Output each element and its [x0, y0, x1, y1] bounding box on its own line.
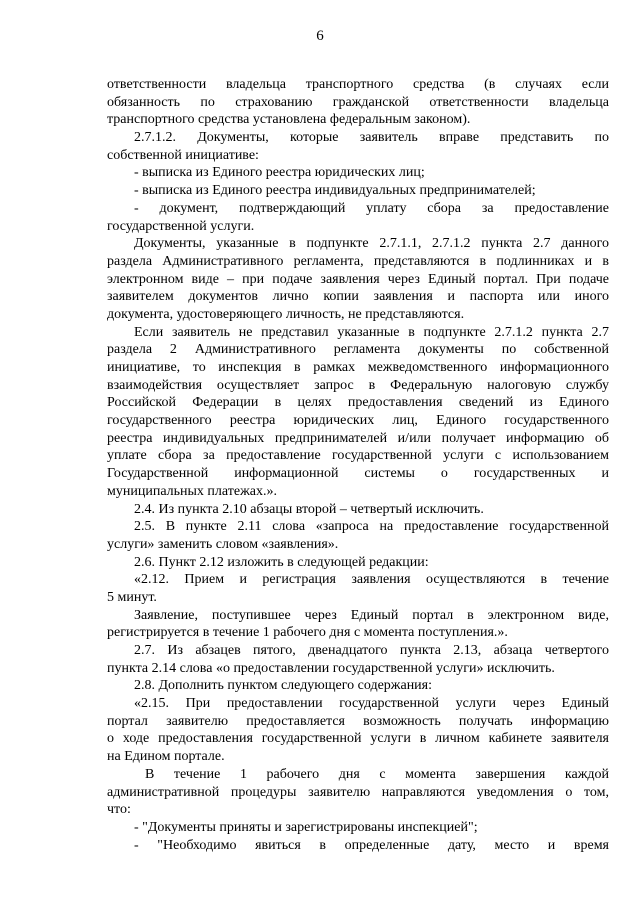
- text-line: портал заявителю предоставляется возможность получать информацию: [107, 713, 609, 729]
- text-line: раздела Административного регламента, представляются в подлинниках и в: [107, 253, 609, 269]
- text-line: Российской Федерации в целях предоставления сведений из Единого: [107, 395, 609, 411]
- text-line: заявителем документов лично копии заявления и паспорта или иного: [107, 289, 609, 305]
- text-line: услуги» заменить словом «заявления».: [107, 536, 339, 552]
- text-line: обязанность по страхованию гражданской ответственности владельца: [107, 94, 609, 110]
- text-line: на Едином портале.: [107, 749, 225, 765]
- text-line: взаимодействия осуществляет запрос в Федеральную налоговую службу: [107, 377, 609, 393]
- text-line: государственного реестра юридических лиц, Единого государственного: [107, 413, 609, 429]
- text-line: «2.15. При предоставлении государственной услуги через Единый: [134, 696, 609, 712]
- text-line: электронном виде – при подаче заявления через Единый портал. При подаче: [107, 271, 609, 287]
- text-line: 2.6. Пункт 2.12 изложить в следующей редакции:: [134, 554, 429, 570]
- text-line: пункта 2.14 слова «о предоставлении государственной услуги» исключить.: [107, 660, 555, 676]
- text-line: - документ, подтверждающий уплату сбора за предоставление: [134, 200, 609, 216]
- page-number: 6: [316, 28, 324, 44]
- text-line: документа, удостоверяющего личность, не представляются.: [107, 306, 465, 322]
- text-line: что:: [107, 802, 131, 818]
- text-line: административной процедуры заявителю направляются уведомления о том,: [107, 784, 609, 800]
- document-body: [107, 76, 609, 854]
- text-line: - "Необходимо явиться в определенные дату, место и время: [134, 837, 609, 853]
- text-line: собственной инициативе:: [107, 147, 259, 163]
- text-line: уплате сбора за предоставление государственной услуги с использованием: [107, 448, 609, 464]
- text-line: реестра индивидуальных предпринимателей и/или получает информацию об: [107, 430, 609, 446]
- text-line: о ходе предоставления государственной услуги в личном кабинете заявителя: [107, 731, 609, 747]
- text-line: транспортного средства установлена федеральным законом).: [107, 112, 471, 128]
- text-line: 2.4. Из пункта 2.10 абзацы второй – четвертый исключить.: [134, 501, 484, 517]
- text-line: муниципальных платежах.».: [107, 483, 277, 499]
- text-line: раздела 2 Административного регламента документы по собственной: [107, 342, 609, 358]
- text-line: 2.8. Дополнить пунктом следующего содержания:: [134, 678, 433, 694]
- text-line: В течение 1 рабочего дня с момента завершения каждой: [145, 766, 609, 782]
- text-line: государственной услуги.: [107, 218, 255, 234]
- text-line: - выписка из Единого реестра юридических лиц;: [134, 165, 425, 181]
- text-line: - выписка из Единого реестра индивидуальных предпринимателей;: [134, 183, 536, 199]
- text-line: - "Документы приняты и зарегистрированы инспекцией";: [134, 819, 478, 835]
- text-line: 2.7.1.2. Документы, которые заявитель вправе представить по: [134, 130, 609, 146]
- text-line: 2.7. Из абзацев пятого, двенадцатого пункта 2.13, абзаца четвертого: [134, 643, 609, 658]
- text-line: Документы, указанные в подпункте 2.7.1.1, 2.7.1.2 пункта 2.7 данного: [134, 236, 609, 252]
- text-line: Если заявитель не представил указанные в подпункте 2.7.1.2 пункта 2.7: [134, 324, 609, 340]
- text-line: Заявление, поступившее через Единый портал в электронном виде,: [134, 607, 609, 623]
- text-line: регистрируется в течение 1 рабочего дня с момента поступления.».: [107, 625, 508, 641]
- text-line: ответственности владельца транспортного средства (в случаях если: [107, 77, 609, 92]
- text-line: Государственной информационной системы о государственных и: [107, 466, 609, 482]
- text-line: «2.12. Прием и регистрация заявления осуществляются в течение: [134, 572, 609, 588]
- text-line: инициативе, то инспекция в рамках межведомственного информационного: [107, 360, 609, 375]
- text-line: 5 минут.: [107, 589, 157, 605]
- text-line: 2.5. В пункте 2.11 слова «запроса на предоставление государственной: [134, 519, 609, 535]
